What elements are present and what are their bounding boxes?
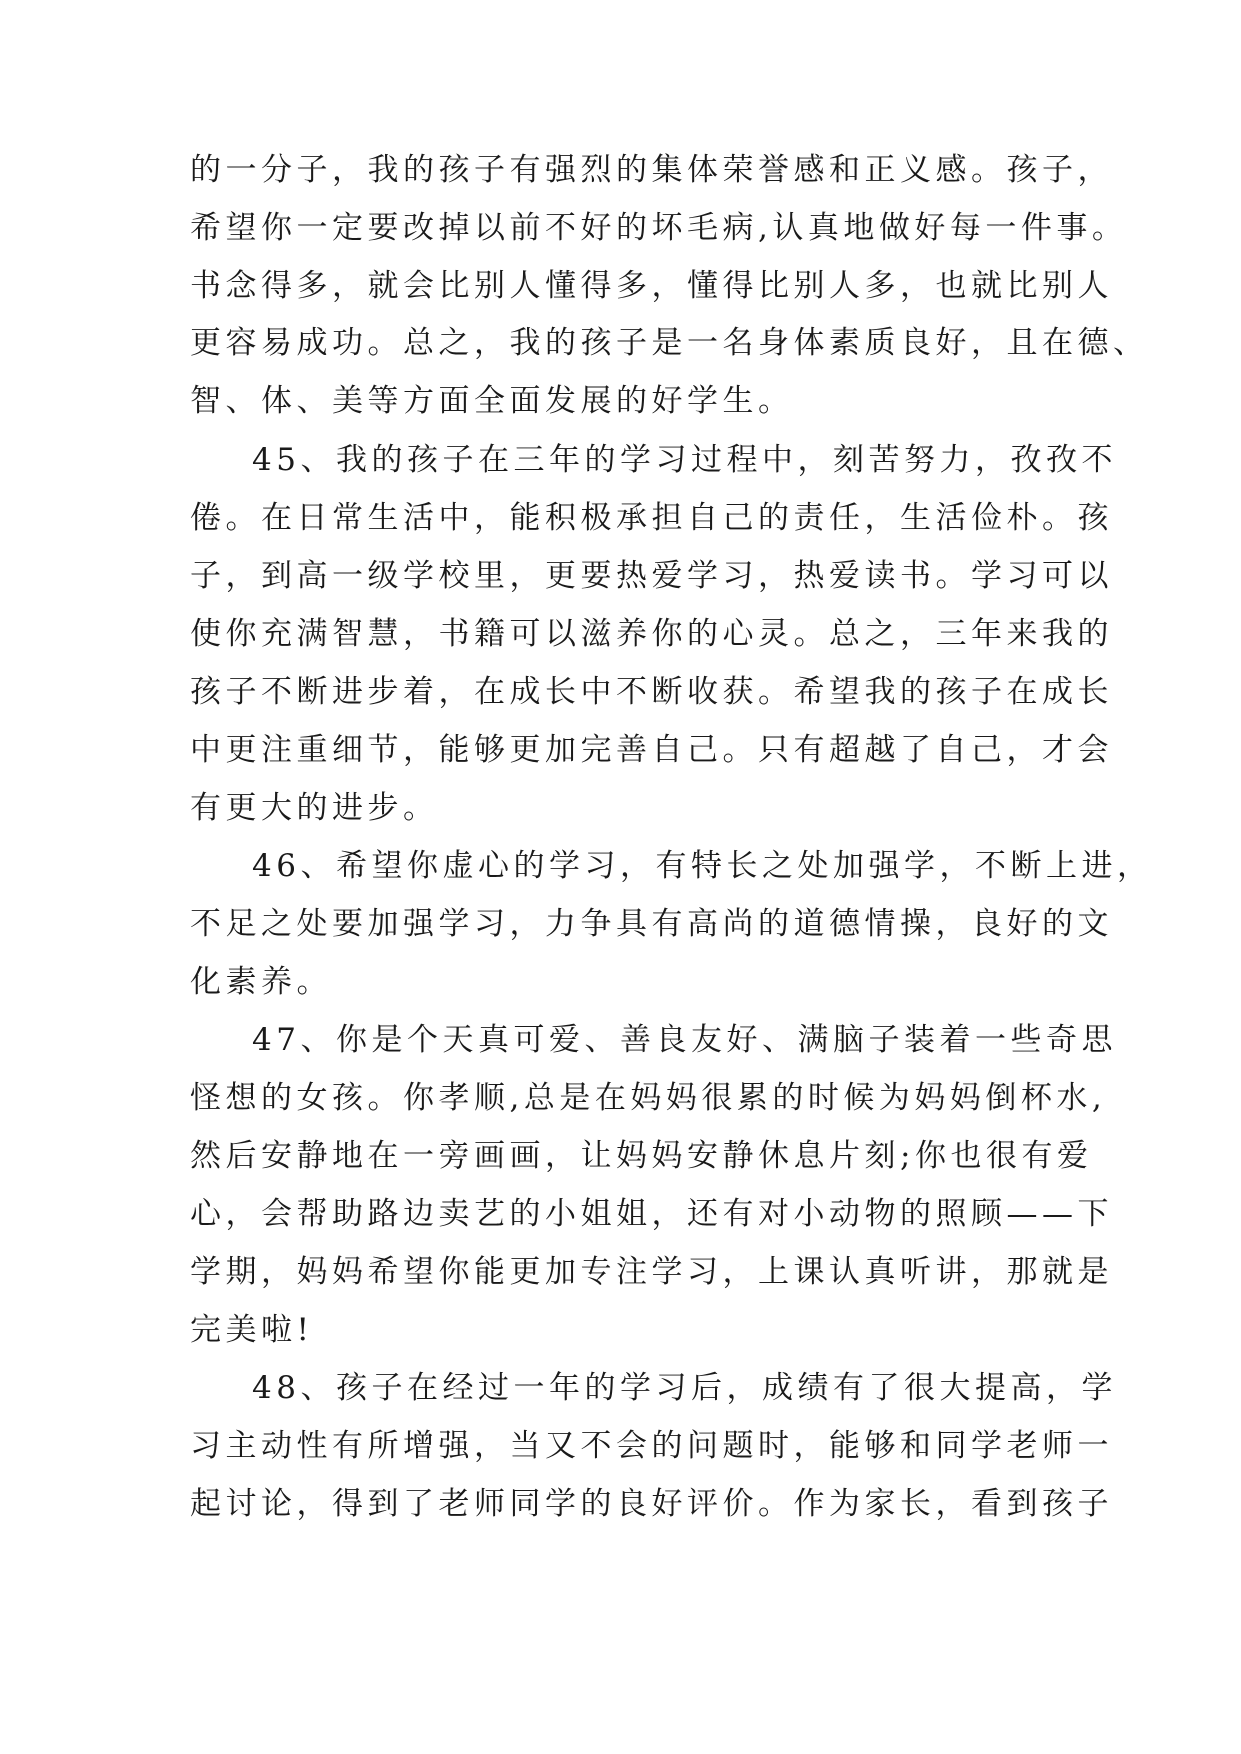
text-line: 有更大的进步。: [190, 790, 439, 826]
paragraph-47-start: 47、你是个天真可爱、善良友好、满脑子装着一些奇思: [252, 1022, 1117, 1058]
text-line: 使你充满智慧，书籍可以滋养你的心灵。总之，三年来我的: [190, 616, 1113, 652]
text-line: 更容易成功。总之，我的孩子是一名身体素质良好，且在德、: [190, 325, 1149, 361]
text-line: 化素养。: [190, 964, 332, 1000]
text-line: 然后安静地在一旁画画，让妈妈安静休息片刻;你也很有爱: [190, 1138, 1093, 1174]
text-line: 中更注重细节，能够更加完善自己。只有超越了自己，才会: [190, 732, 1113, 768]
text-line: 智、体、美等方面全面发展的好学生。: [190, 383, 794, 419]
text-line: 学期，妈妈希望你能更加专注学习，上课认真听讲，那就是: [190, 1254, 1113, 1290]
text-line: 孩子不断进步着，在成长中不断收获。希望我的孩子在成长: [190, 674, 1113, 710]
text-line: 书念得多，就会比别人懂得多，懂得比别人多，也就比别人: [190, 268, 1113, 304]
paragraph-46-start: 46、希望你虚心的学习，有特长之处加强学，不断上进，: [252, 848, 1153, 884]
text-line: 起讨论，得到了老师同学的良好评价。作为家长，看到孩子: [190, 1486, 1113, 1522]
text-line: 不足之处要加强学习，力争具有高尚的道德情操，良好的文: [190, 906, 1113, 942]
text-line: 希望你一定要改掉以前不好的坏毛病,认真地做好每一件事。: [190, 210, 1128, 246]
text-line: 怪想的女孩。你孝顺,总是在妈妈很累的时候为妈妈倒杯水,: [190, 1080, 1107, 1116]
text-line: 心，会帮助路边卖艺的小姐姐，还有对小动物的照顾——下: [190, 1196, 1113, 1232]
text-line: 完美啦!: [190, 1312, 314, 1348]
paragraph-45-start: 45、我的孩子在三年的学习过程中，刻苦努力，孜孜不: [252, 442, 1117, 478]
text-line: 子，到高一级学校里，更要热爱学习，热爱读书。学习可以: [190, 558, 1113, 594]
text-line: 倦。在日常生活中，能积极承担自己的责任，生活俭朴。孩: [190, 500, 1113, 536]
text-line: 习主动性有所增强，当又不会的问题时，能够和同学老师一: [190, 1428, 1113, 1464]
paragraph-48-start: 48、孩子在经过一年的学习后，成绩有了很大提高，学: [252, 1370, 1117, 1406]
text-line: 的一分子，我的孩子有强烈的集体荣誉感和正义感。孩子，: [190, 152, 1113, 188]
